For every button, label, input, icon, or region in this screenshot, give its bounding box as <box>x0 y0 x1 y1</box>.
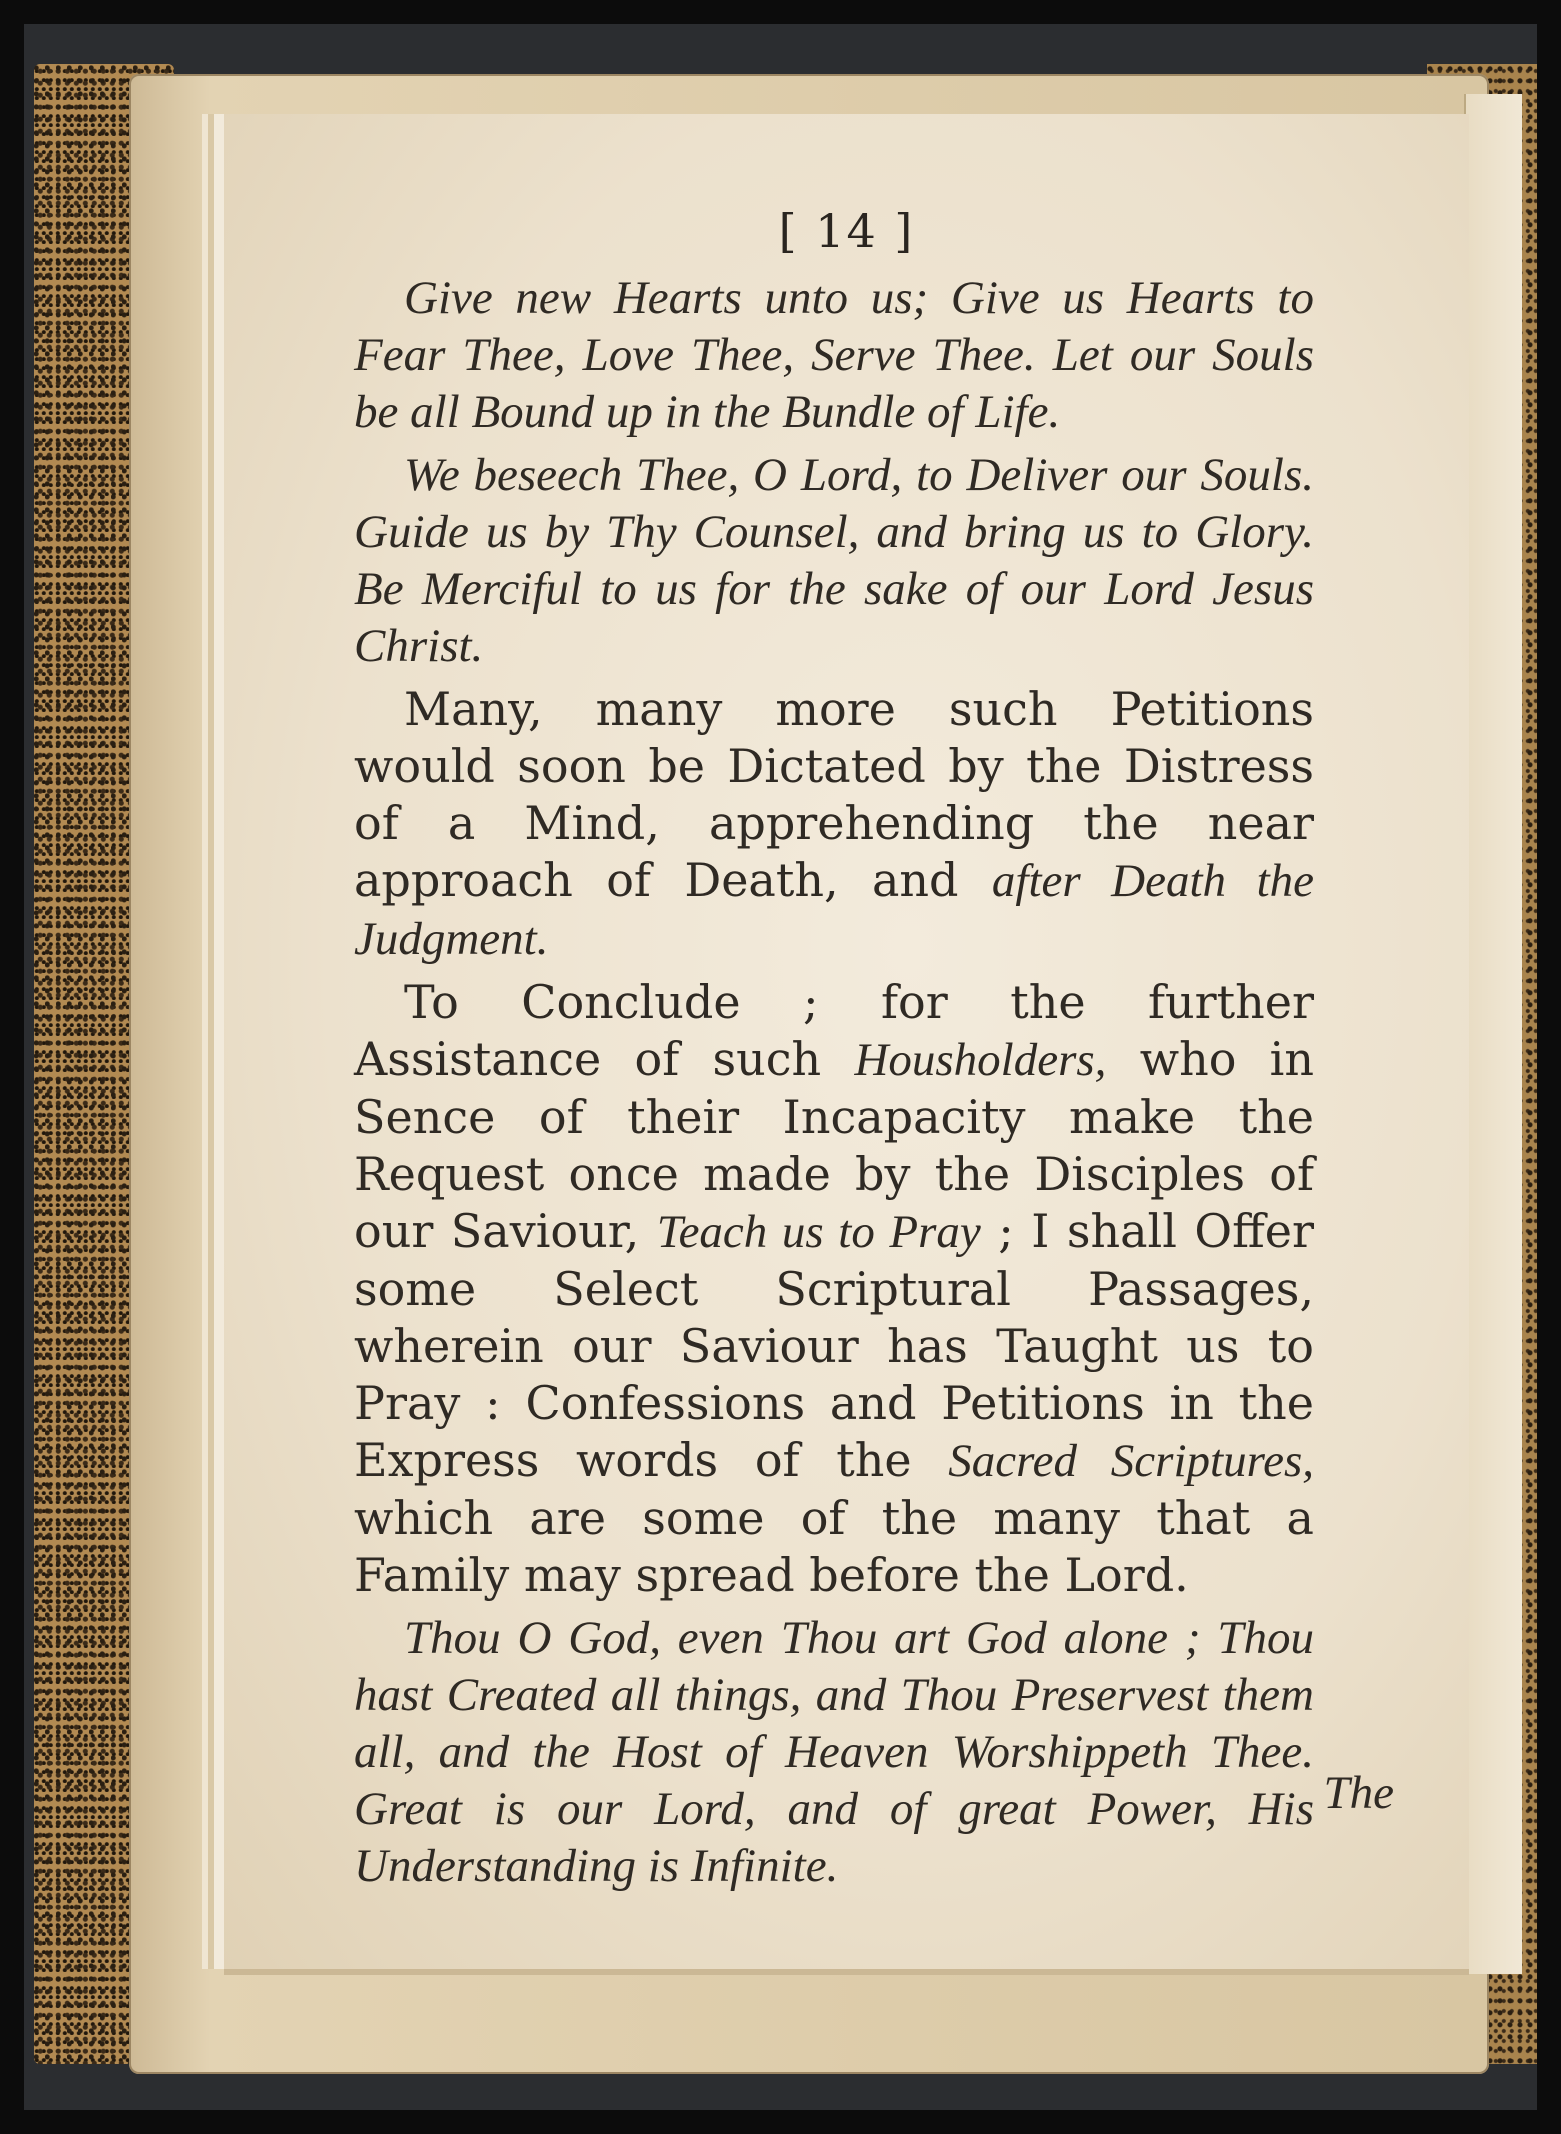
paragraph <box>354 447 1314 675</box>
text-run: which are some of the many that a Family may spread before the Lord. <box>354 1491 1314 1602</box>
paragraph <box>354 270 1314 441</box>
text-run: Many, many more such Petitions would soon be Dictated by the Distress of a Mind, apprehending the near approach of Death, and <box>354 682 1314 907</box>
italic-phrase: Sacred Scriptures, <box>948 1435 1315 1487</box>
text-run: Thou O God, even Thou art God alone ; Thou hast Created all things, and Thou Preservest them all, and the Host of Heaven Worshippeth Thee. Great is our Lord, and of great Power, His Understanding is Infinite. <box>354 1612 1314 1892</box>
text-run: To Conclude ; for the further Assistance of such <box>354 975 1314 1086</box>
text-run: who in Sence of their Incapacity make the Request once made by the Disciples of our Saviour, <box>354 1032 1314 1258</box>
text-run: Give new Hearts unto us; Give us Hearts to Fear Thee, Love Thee, Serve Thee. Let our Souls be all Bound up in the Bundle of Life. <box>354 272 1314 438</box>
text-run: We beseech Thee, O Lord, to Deliver our Souls. Guide us by Thy Counsel, and bring us to Glory. Be Merciful to us for the sake of our Lord Jesus Christ. <box>354 449 1314 672</box>
book-photo <box>24 24 1537 2110</box>
paragraph <box>354 1610 1314 1895</box>
page-text <box>354 264 1314 1895</box>
italic-phrase: after Death the Judgment. <box>354 855 1314 965</box>
paragraph <box>354 681 1314 968</box>
page-number: [ 14 ] <box>778 204 915 258</box>
italic-phrase: Teach us to Pray <box>656 1206 981 1258</box>
facing-leaf <box>1464 94 1522 1974</box>
paragraph <box>354 974 1314 1604</box>
text-run: ; I shall Offer some Select Scriptural Passages, wherein our Saviour has Taught us to Pray : Confessions and Petitions in the Express words of the <box>354 1204 1314 1487</box>
catchword: The <box>1323 1767 1394 1819</box>
italic-phrase: Housholders, <box>854 1034 1107 1086</box>
book-page <box>224 114 1469 1969</box>
